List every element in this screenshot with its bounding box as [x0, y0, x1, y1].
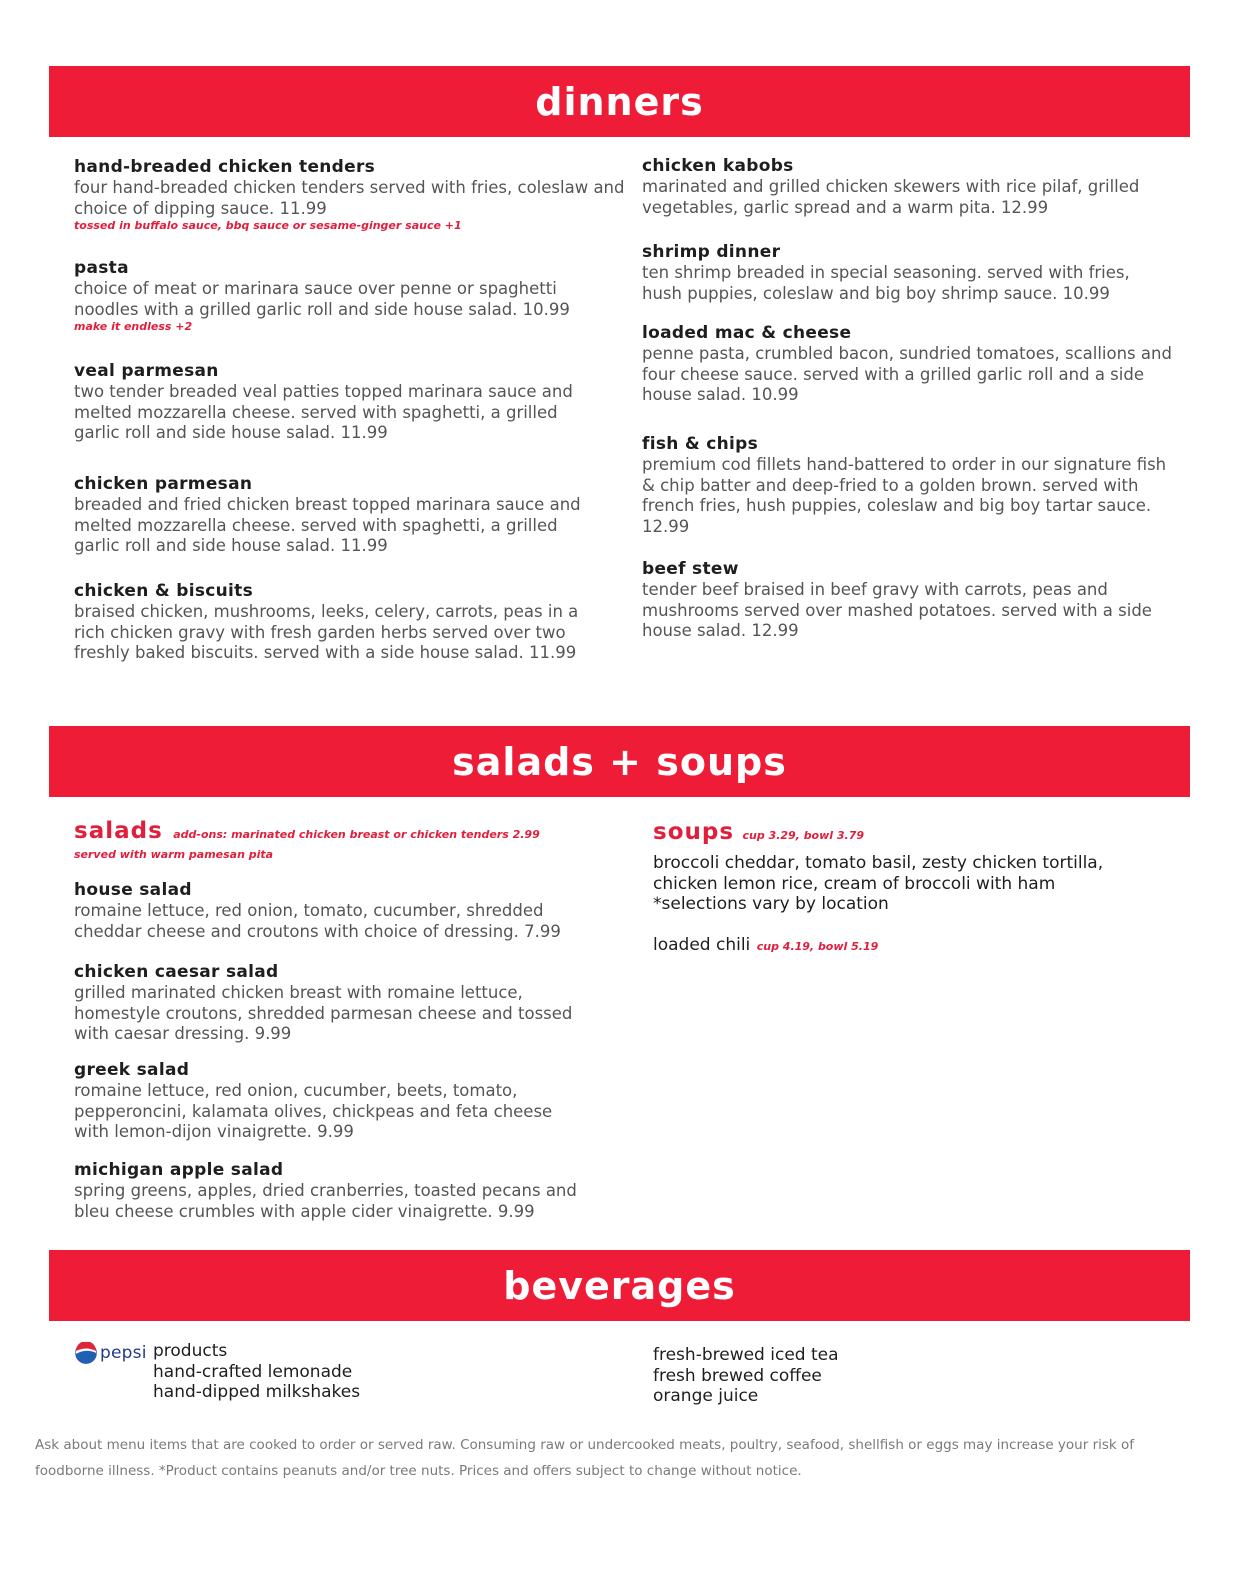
item-name: chicken caesar salad: [74, 962, 279, 982]
menu-item: [642, 323, 1177, 406]
salads-addons: add-ons: marinated chicken breast or chicken tenders 2.99: [173, 828, 540, 841]
item-desc: romaine lettuce, red onion, tomato, cucumber, shredded cheddar cheese and croutons with choice of dressing. 7.99: [74, 901, 561, 941]
soups-section: [653, 819, 1173, 956]
item-note: make it endless +2: [74, 320, 193, 334]
item-name: chicken & biscuits: [74, 581, 253, 601]
beverages-banner: [49, 1250, 1190, 1321]
item-name: pasta: [74, 258, 129, 278]
item-name: house salad: [74, 880, 192, 900]
beverage-item: hand-crafted lemonade: [153, 1361, 353, 1382]
menu-item: [74, 361, 574, 444]
item-desc: braised chicken, mushrooms, leeks, celery, carrots, peas in a rich chicken gravy with fresh garden herbs served over two freshly baked biscuits. served with a side house salad. 11.99: [74, 602, 579, 663]
item-name: fish & chips: [642, 434, 759, 454]
item-desc: spring greens, apples, dried cranberries, toasted pecans and bleu cheese crumbles with apple cider vinaigrette. 9.99: [74, 1181, 577, 1221]
item-name: beef stew: [642, 559, 739, 579]
pepsi-logo: [75, 1342, 147, 1364]
menu-item: [74, 962, 574, 1045]
beverages-left: [153, 1341, 360, 1403]
salads-soups-title: salads + soups: [452, 739, 787, 784]
beverage-item: orange juice: [653, 1386, 759, 1407]
item-desc: premium cod fillets hand-battered to order in our signature fish & chip batter and deep-fried to a golden brown. served with french fries, hush puppies, coleslaw and big boy tartar sauce. 12.99: [642, 455, 1167, 537]
beverage-item: hand-dipped milkshakes: [153, 1382, 361, 1403]
item-note: tossed in buffalo sauce, bbq sauce or sesame-ginger sauce +1: [74, 219, 462, 233]
item-name: greek salad: [74, 1060, 190, 1080]
beverages-title: beverages: [503, 1263, 736, 1308]
item-desc: romaine lettuce, red onion, cucumber, beets, tomato, pepperoncini, kalamata olives, chickpeas and feta cheese with lemon-dijon vinaigrette. 9.99: [74, 1081, 553, 1142]
item-name: chicken kabobs: [642, 156, 794, 176]
menu-item: [642, 434, 1177, 538]
menu-item: [74, 1160, 604, 1222]
salads-served-with: served with warm pamesan pita: [74, 848, 274, 861]
menu-item: [74, 157, 634, 232]
item-name: chicken parmesan: [74, 474, 253, 494]
beverages-right: [653, 1345, 839, 1407]
item-desc: grilled marinated chicken breast with romaine lettuce, homestyle croutons, shredded parmesan cheese and tossed with caesar dressing. 9.99: [74, 983, 573, 1044]
soups-price: cup 3.29, bowl 3.79: [742, 829, 865, 842]
menu-item: [74, 581, 579, 664]
salads-soups-banner: [49, 726, 1190, 797]
item-name: shrimp dinner: [642, 242, 781, 262]
beverage-item: products: [153, 1341, 228, 1361]
item-name: michigan apple salad: [74, 1160, 284, 1180]
menu-item: [74, 880, 614, 942]
item-name: veal parmesan: [74, 361, 219, 381]
item-desc: penne pasta, crumbled bacon, sundried tomatoes, scallions and four cheese sauce. served with a grilled garlic roll and a side house salad. 10.99: [642, 344, 1172, 405]
menu-item: [74, 258, 609, 333]
item-desc: tender beef braised in beef gravy with carrots, peas and mushrooms served over mashed potatoes. served with a side house salad. 12.99: [642, 580, 1152, 641]
chili-line: [653, 935, 1173, 956]
dinners-banner: [49, 66, 1190, 137]
item-desc: two tender breaded veal patties topped marinara sauce and melted mozzarella cheese. served with spaghetti, a grilled garlic roll and side house salad. 11.99: [74, 382, 573, 443]
item-desc: choice of meat or marinara sauce over penne or spaghetti noodles with a grilled garlic roll and side house salad. 10.99: [74, 279, 570, 319]
beverage-item: fresh brewed coffee: [653, 1365, 822, 1386]
item-desc: ten shrimp breaded in special seasoning. served with fries, hush puppies, coleslaw and big boy shrimp sauce. 10.99: [642, 263, 1130, 303]
pepsi-word: pepsi: [100, 1343, 147, 1363]
chili-price: cup 4.19, bowl 5.19: [756, 940, 879, 954]
item-desc: four hand-breaded chicken tenders served with fries, coleslaw and choice of dipping sauce. 11.99: [74, 178, 625, 218]
menu-item: [74, 1060, 584, 1143]
menu-item: [74, 474, 584, 557]
item-name: hand-breaded chicken tenders: [74, 157, 376, 177]
soups-list: broccoli cheddar, tomato basil, zesty chicken tortilla, chicken lemon rice, cream of broccoli with ham *selections vary by location: [653, 853, 1104, 915]
menu-item: [642, 156, 1172, 218]
dinners-title: dinners: [535, 79, 704, 124]
chili-name: loaded chili: [653, 935, 751, 956]
item-name: loaded mac & cheese: [642, 323, 852, 343]
beverage-item: fresh-brewed iced tea: [653, 1345, 839, 1365]
menu-item: [642, 242, 1172, 304]
soups-title: soups: [653, 819, 735, 845]
salads-title: salads: [74, 818, 163, 844]
menu-item: [642, 559, 1152, 642]
disclaimer: Ask about menu items that are cooked to order or served raw. Consuming raw or undercooked meats, poultry, seafood, shellfish or eggs may increase your risk of foodborne illness. *Product contains peanuts and/or tree nuts. Prices and offers subject to change without notice.: [35, 1437, 1135, 1479]
item-desc: marinated and grilled chicken skewers with rice pilaf, grilled vegetables, garlic spread and a warm pita. 12.99: [642, 177, 1140, 217]
pepsi-globe-icon: [75, 1342, 97, 1364]
salads-header: [74, 818, 634, 861]
item-desc: breaded and fried chicken breast topped marinara sauce and melted mozzarella cheese. served with spaghetti, a grilled garlic roll and side house salad. 11.99: [74, 495, 581, 556]
